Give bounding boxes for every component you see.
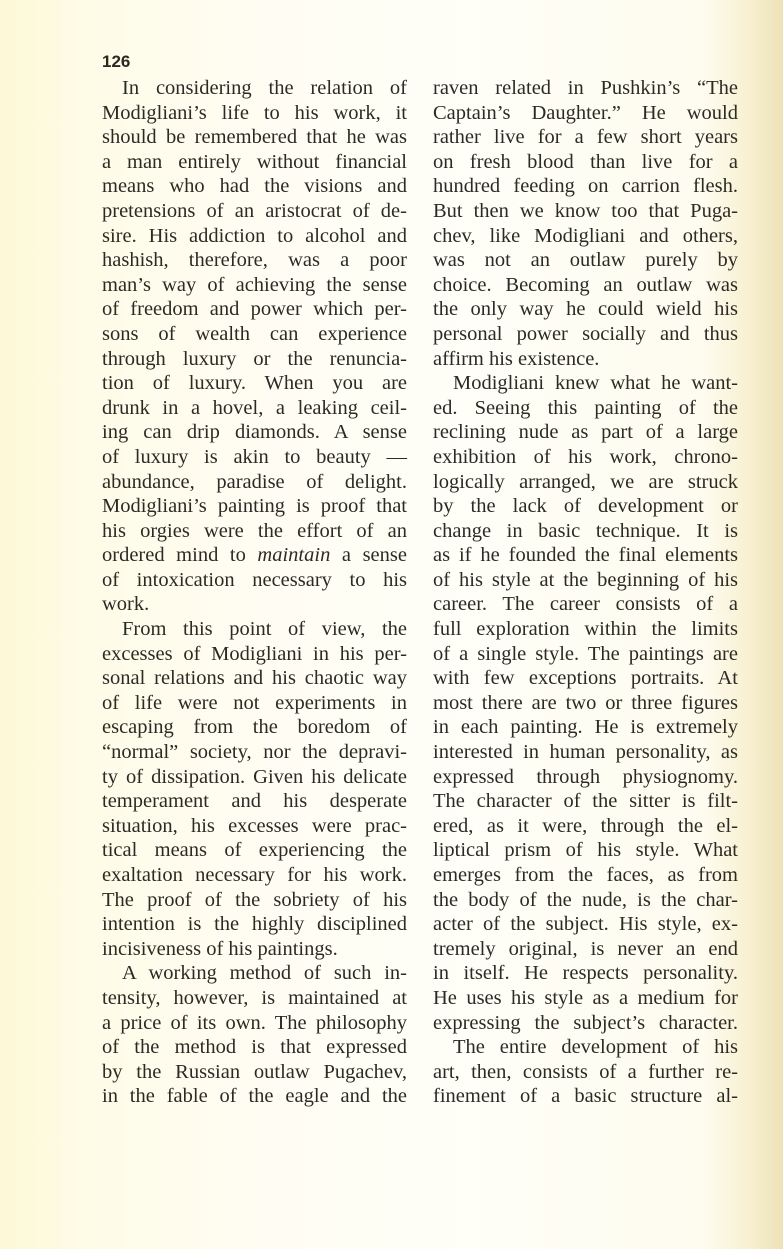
text-line: In considering the relation of bbox=[122, 77, 407, 99]
text-line: in itself. He respects personality. bbox=[433, 962, 738, 985]
text-segment: ordered mind to bbox=[102, 544, 258, 567]
text-line: by the lack of development or bbox=[433, 495, 738, 518]
text-line: his orgies were the effort of an bbox=[102, 519, 407, 542]
text-line: a price of its own. The philosophy bbox=[102, 1011, 407, 1034]
text-line: of his style at the beginning of his bbox=[433, 568, 738, 591]
text-line: work. bbox=[102, 593, 150, 616]
text-line: abundance, paradise of delight. bbox=[102, 470, 407, 493]
text-line: exaltation necessary for his work. bbox=[102, 864, 407, 886]
text-line: situation, his excesses were prac- bbox=[102, 814, 407, 837]
text-line: The character of the sitter is filt- bbox=[433, 790, 738, 813]
text-line: Captain’s Daughter.” He would bbox=[433, 101, 738, 124]
text-line: drunk in a hovel, a leaking ceil- bbox=[102, 396, 407, 419]
text-line: tremely original, is never an end bbox=[433, 937, 738, 960]
text-line: pretensions of an aristocrat of de- bbox=[102, 199, 407, 222]
text-line: hashish, therefore, was a poor bbox=[102, 249, 407, 272]
text-line: intention is the highly disciplined bbox=[102, 913, 407, 936]
text-line: But then we know too that Puga- bbox=[433, 199, 738, 222]
text-line: exhibition of his work, chrono- bbox=[433, 445, 738, 468]
text-line: sonal relations and his chaotic way bbox=[102, 667, 407, 690]
text-line: of a single style. The paintings are bbox=[433, 642, 738, 665]
text-line: hundred feeding on carrion flesh. bbox=[433, 175, 738, 198]
text-line: a man entirely without financial bbox=[102, 150, 407, 173]
text-line: Modigliani’s painting is proof that bbox=[102, 495, 407, 518]
text-line: the only way he could wield his bbox=[433, 298, 738, 321]
text-line: raven related in Pushkin’s “The bbox=[433, 77, 738, 99]
text-line: affirm his existence. bbox=[433, 347, 600, 370]
text-line: temperament and his desperate bbox=[102, 790, 407, 813]
text-line: rather live for a few short years bbox=[433, 126, 738, 149]
text-line: logically arranged, we are struck bbox=[433, 470, 738, 493]
text-line: The proof of the sobriety of his bbox=[102, 888, 407, 911]
text-line: finement of a basic structure al- bbox=[433, 1085, 738, 1108]
text-line: expressing the subject’s character. bbox=[433, 1011, 738, 1034]
text-line: with few exceptions portraits. At bbox=[433, 667, 738, 690]
text-line: through luxury or the renuncia- bbox=[102, 347, 407, 370]
text-line: reclining nude as part of a large bbox=[433, 421, 738, 444]
text-line: change in basic technique. It is bbox=[433, 519, 738, 542]
text-line: Modigliani knew what he want- bbox=[453, 372, 738, 395]
text-line: should be remembered that he was bbox=[102, 126, 407, 149]
page-number: 126 bbox=[102, 52, 131, 71]
text-line: A working method of such in- bbox=[122, 962, 407, 985]
text-line: in the fable of the eagle and the bbox=[102, 1085, 407, 1108]
text-line: career. The career consists of a bbox=[433, 593, 738, 616]
text-line: by the Russian outlaw Pugachev, bbox=[102, 1060, 407, 1083]
emphasized-word: maintain bbox=[257, 544, 331, 567]
text-line: ing can drip diamonds. A sense bbox=[102, 421, 407, 444]
text-line: liptical prism of his style. What bbox=[433, 839, 738, 862]
text-line: excesses of Modigliani in his per- bbox=[102, 642, 407, 665]
text-line: “normal” society, nor the depravi- bbox=[102, 741, 407, 764]
text-segment: a sense bbox=[330, 544, 407, 567]
text-line: on fresh blood than live for a bbox=[433, 150, 738, 173]
text-line: man’s way of achieving the sense bbox=[102, 273, 407, 296]
text-line: sons of wealth can experience bbox=[102, 322, 407, 345]
text-line: tical means of experiencing the bbox=[102, 839, 407, 862]
text-line: full exploration within the limits bbox=[433, 618, 738, 641]
text-line: art, then, consists of a further re- bbox=[433, 1060, 738, 1083]
text-line: was not an outlaw purely by bbox=[433, 249, 738, 272]
text-line: the body of the nude, is the char- bbox=[433, 888, 738, 911]
text-line: From this point of view, the bbox=[122, 618, 407, 641]
text-line: of freedom and power which per- bbox=[102, 298, 407, 321]
text-line: in each painting. He is extremely bbox=[433, 716, 738, 739]
text-line bbox=[102, 543, 407, 568]
text-line: tensity, however, is maintained at bbox=[102, 986, 407, 1009]
text-line: means who had the visions and bbox=[102, 175, 407, 198]
text-line: The entire development of his bbox=[453, 1036, 738, 1059]
text-line: Modigliani’s life to his work, it bbox=[102, 101, 407, 124]
text-line: He uses his style as a medium for bbox=[433, 986, 738, 1009]
text-line: personal power socially and thus bbox=[433, 322, 738, 345]
left-text-column bbox=[102, 76, 407, 1109]
text-line: acter of the subject. His style, ex- bbox=[433, 913, 738, 936]
text-line: chev, like Modigliani and others, bbox=[433, 224, 738, 247]
text-line: emerges from the faces, as from bbox=[433, 864, 738, 886]
text-line: interested in human personality, as bbox=[433, 741, 738, 764]
text-line: tion of luxury. When you are bbox=[102, 372, 407, 395]
right-text-column bbox=[433, 76, 738, 1109]
text-line: incisiveness of his paintings. bbox=[102, 937, 338, 960]
text-line: most there are two or three figures bbox=[433, 691, 738, 714]
text-line: choice. Becoming an outlaw was bbox=[433, 273, 738, 296]
text-line: escaping from the boredom of bbox=[102, 716, 407, 739]
text-line: of the method is that expressed bbox=[102, 1036, 407, 1059]
text-line: as if he founded the final elements bbox=[433, 544, 738, 567]
text-line: of luxury is akin to beauty — bbox=[102, 445, 407, 468]
text-line: ty of dissipation. Given his delicate bbox=[102, 765, 407, 788]
text-line: ered, as it were, through the el- bbox=[433, 814, 738, 837]
text-line: expressed through physiognomy. bbox=[433, 765, 738, 788]
text-line: sire. His addiction to alcohol and bbox=[102, 224, 407, 247]
text-line: of intoxication necessary to his bbox=[102, 568, 407, 591]
text-line: of life were not experiments in bbox=[102, 691, 407, 714]
text-line: ed. Seeing this painting of the bbox=[433, 396, 738, 419]
